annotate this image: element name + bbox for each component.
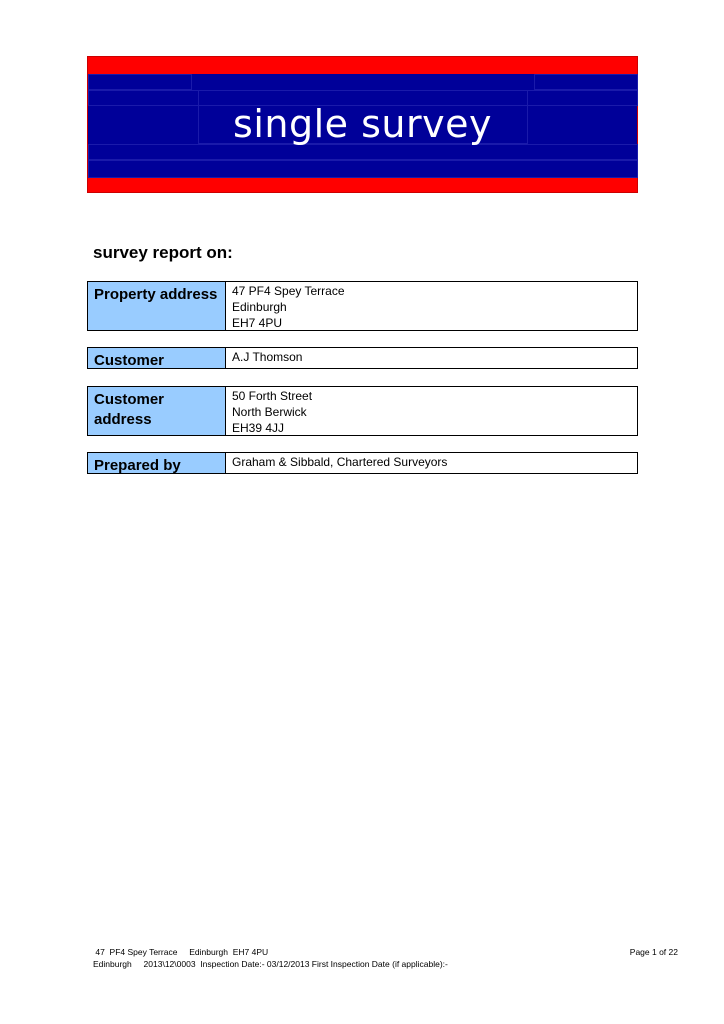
property-address-line: Edinburgh	[232, 300, 287, 314]
prepared-by-row	[87, 452, 638, 474]
customer-address-line: North Berwick	[232, 405, 307, 419]
banner-grid-cell	[534, 74, 638, 90]
customer-address-value	[226, 387, 637, 435]
report-heading: survey report on:	[93, 243, 233, 262]
banner-grid-cell	[88, 74, 192, 90]
property-address-line: EH7 4PU	[232, 316, 283, 330]
property-address-label: Property address	[88, 282, 226, 330]
banner-grid-cell	[88, 160, 638, 178]
customer-label: Customer	[88, 348, 226, 368]
preparer-name: Graham & Sibbald, Chartered Surveyors	[232, 455, 448, 469]
page-footer	[93, 946, 678, 970]
footer-inspection-info: Edinburgh 2013\12\0003 Inspection Date:- 03/12/2013 First Inspection Date (if applicable):-	[93, 959, 448, 969]
footer-address: 47 PF4 Spey Terrace Edinburgh EH7 4PU	[93, 947, 269, 957]
banner-blue-band	[88, 74, 637, 178]
prepared-by-label: Prepared by	[88, 453, 226, 473]
title-banner	[87, 56, 638, 193]
customer-address-line: EH39 4JJ	[232, 421, 285, 435]
property-address-row	[87, 281, 638, 331]
customer-value	[226, 348, 637, 368]
banner-grid-cell	[88, 144, 638, 160]
property-address-line: 47 PF4 Spey Terrace	[232, 284, 345, 298]
banner-title: single survey	[233, 102, 492, 146]
customer-address-line: 50 Forth Street	[232, 389, 313, 403]
prepared-by-value	[226, 453, 637, 473]
customer-address-row	[87, 386, 638, 436]
page-number: Page 1 of 22	[629, 947, 678, 957]
property-address-value	[226, 282, 637, 330]
customer-name: A.J Thomson	[232, 350, 303, 364]
customer-address-label: Customer address	[88, 387, 226, 435]
customer-row	[87, 347, 638, 369]
